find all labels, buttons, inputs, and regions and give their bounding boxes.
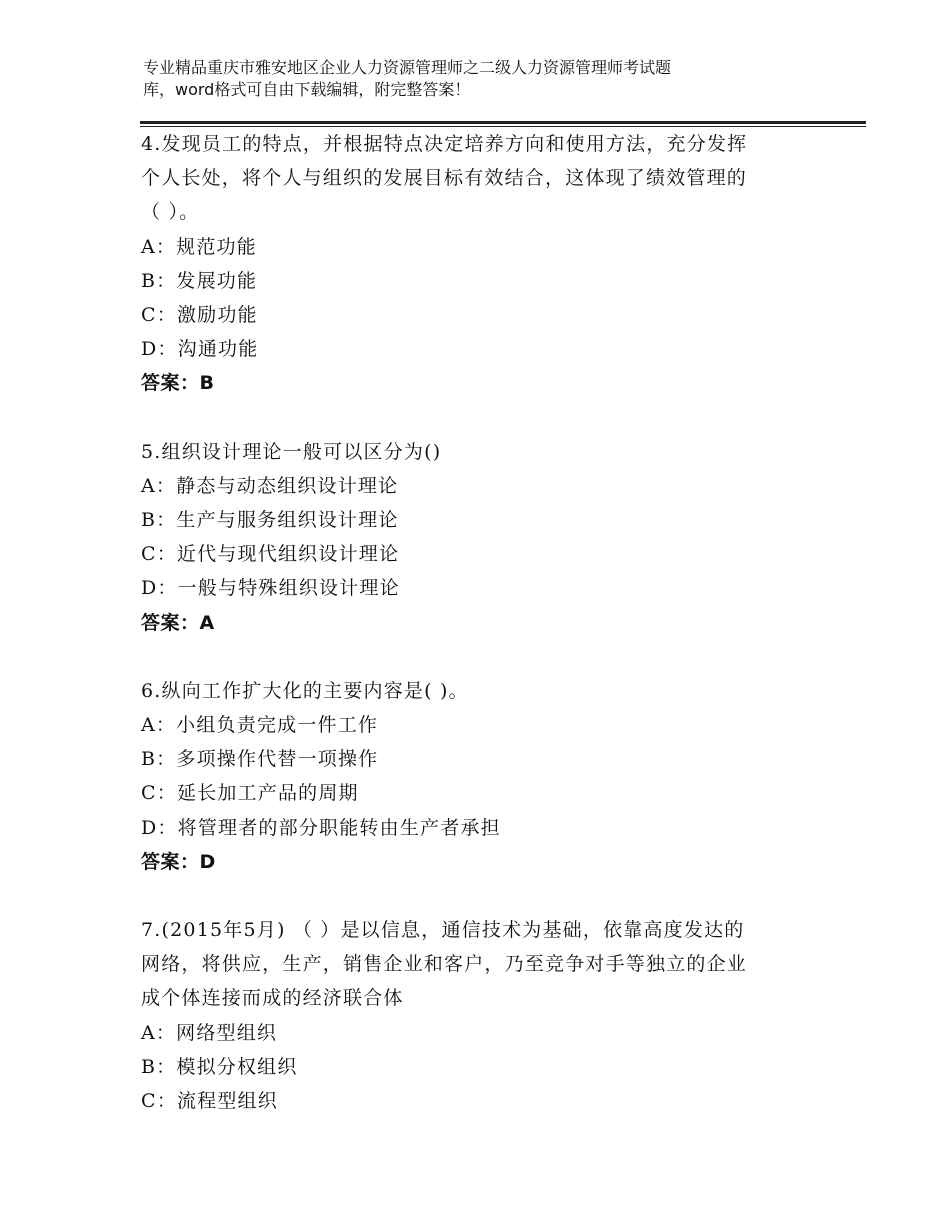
- question-text-line: 5.组织设计理论一般可以区分为(): [141, 440, 442, 463]
- question-text-line: 6.纵向工作扩大化的主要内容是( )。: [141, 679, 469, 702]
- question-text-line: 成个体连接而成的经济联合体: [141, 987, 404, 1010]
- question-text-line: 4.发现员工的特点，并根据特点决定培养方向和使用方法，充分发挥: [141, 133, 748, 155]
- option-c: C：延长加工产品的周期: [141, 782, 359, 805]
- option-d: D：沟通功能: [141, 338, 259, 361]
- answer: 答案：D: [141, 850, 216, 873]
- question-4: [141, 127, 821, 401]
- header-divider-thick: [140, 121, 866, 124]
- option-b: B：多项操作代替一项操作: [141, 748, 379, 771]
- question-text-line: 网络，将供应，生产，销售企业和客户，乃至竞争对手等独立的企业: [141, 953, 748, 976]
- question-list: [141, 127, 821, 1118]
- option-c: C：近代与现代组织设计理论: [141, 543, 400, 566]
- option-b: B：发展功能: [141, 269, 258, 292]
- option-c: C：激励功能: [141, 304, 258, 327]
- question-text-line: 个人长处，将个人与组织的发展目标有效结合，这体现了绩效管理的: [141, 167, 748, 190]
- option-b: B：生产与服务组织设计理论: [141, 509, 399, 532]
- question-text-line: （ ）。: [141, 201, 200, 224]
- option-c: C：流程型组织: [141, 1090, 278, 1113]
- option-a: A：网络型组织: [141, 1021, 278, 1044]
- question-5: [141, 435, 821, 640]
- option-a: A：规范功能: [141, 235, 257, 258]
- answer: 答案：B: [141, 372, 215, 395]
- question-text-line: 7.(2015年5月) （ ）是以信息，通信技术为基础，依靠高度发达的: [141, 919, 745, 942]
- option-d: D：一般与特殊组织设计理论: [141, 577, 400, 600]
- question-6: [141, 674, 821, 879]
- option-a: A：小组负责完成一件工作: [141, 714, 379, 737]
- option-b: B：模拟分权组织: [141, 1055, 298, 1078]
- answer: 答案：A: [141, 611, 215, 634]
- question-7: [141, 913, 821, 1118]
- header-line-2: 库，word格式可自由下载编辑，附完整答案！: [143, 80, 471, 99]
- option-a: A：静态与动态组织设计理论: [141, 474, 399, 497]
- document-header: [143, 57, 783, 101]
- header-line-1: 专业精品重庆市雅安地区企业人力资源管理师之二级人力资源管理师考试题: [143, 58, 672, 77]
- option-d: D：将管理者的部分职能转由生产者承担: [141, 816, 501, 839]
